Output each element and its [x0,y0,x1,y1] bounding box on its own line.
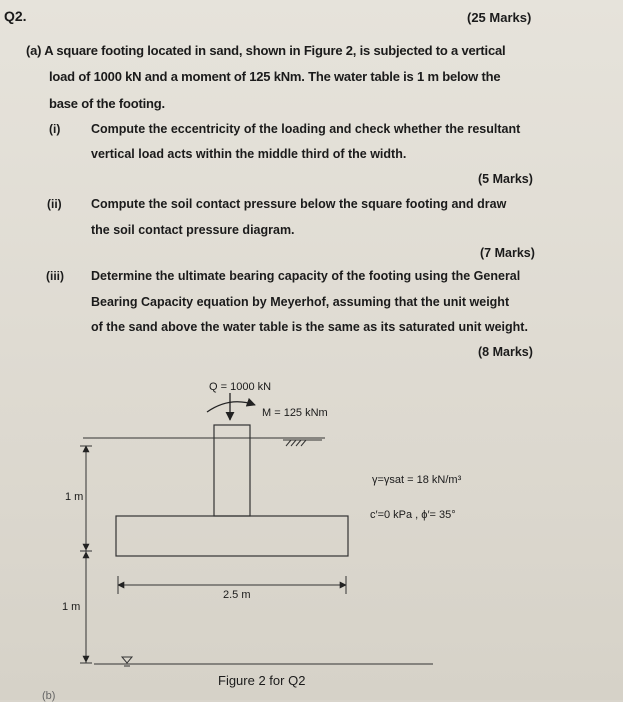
total-marks: (25 Marks) [467,10,532,25]
moment-arc [207,402,255,412]
footing-column [214,425,250,516]
water-table-symbol [122,657,132,663]
part-a-line-3: base of the footing. [49,96,165,111]
sub-ii-marks: (7 Marks) [480,246,535,260]
sub-i-line-1: Compute the eccentricity of the loading and check whether the resultant [91,122,521,136]
part-a-line-1: (a) A square footing located in sand, shown in Figure 2, is subjected to a vertical [26,43,506,58]
moment-label: M = 125 kNm [262,407,328,419]
part-a-line-2: load of 1000 kN and a moment of 125 kNm. The water table is 1 m below the [49,69,501,84]
figure-caption: Figure 2 for Q2 [218,673,306,688]
sub-iii-line-2: Bearing Capacity equation by Meyerhof, assuming that the unit weight [91,295,510,309]
sub-i-line-2: vertical load acts within the middle third of the width. [91,147,407,161]
load-label: Q = 1000 kN [209,381,272,393]
depth-label-bottom: 1 m [62,601,81,613]
sub-ii-line-2: the soil contact pressure diagram. [91,223,295,237]
sub-iii-line-1: Determine the ultimate bearing capacity of the footing using the General [91,269,521,283]
sub-i-label: (i) [49,122,61,136]
width-label: 2.5 m [223,589,251,601]
part-b-label: (b) [42,690,56,702]
ground-hatch [283,440,322,446]
sub-ii-label: (ii) [47,197,62,211]
sub-i-marks: (5 Marks) [478,172,533,186]
footing-base [116,516,348,556]
question-number: Q2. [4,8,27,24]
sub-iii-label: (iii) [46,269,64,283]
sub-iii-marks: (8 Marks) [478,345,533,359]
soil-parameters-label: c′=0 kPa , ϕ′= 35° [370,509,456,521]
sub-ii-line-1: Compute the soil contact pressure below the square footing and draw [91,197,507,211]
sub-iii-line-3: of the sand above the water table is the same as its saturated unit weight. [91,320,528,334]
unit-weight-label: γ=γsat = 18 kN/m³ [372,474,462,486]
depth-label-top: 1 m [65,491,84,503]
